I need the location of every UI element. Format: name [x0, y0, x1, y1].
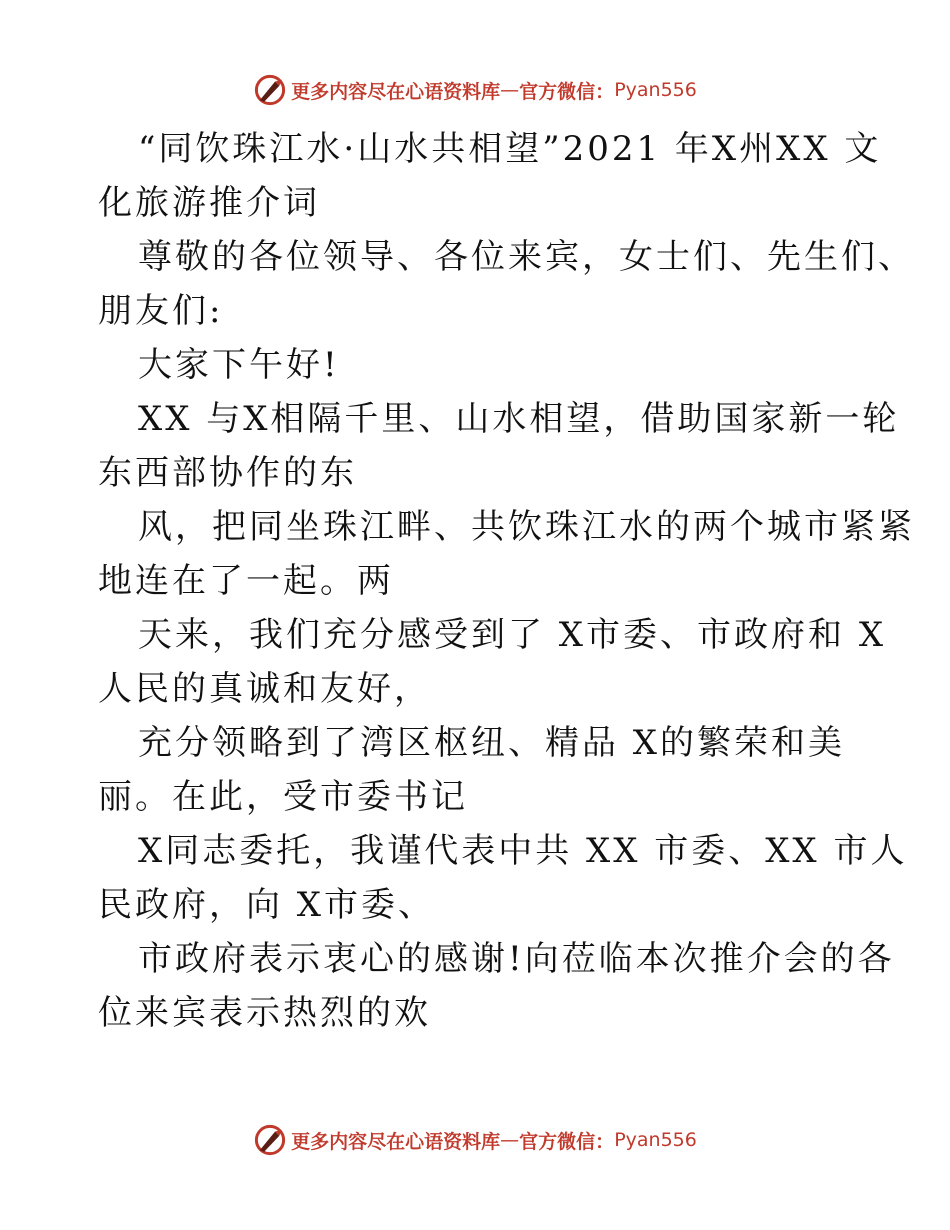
text-line: X同志委托，我谨代表中共 XX 市委、XX 市人: [138, 831, 908, 871]
text-line: 大家下午好!: [138, 345, 340, 385]
banner-label: 官方微信：: [519, 1130, 615, 1153]
text-line: 位来宾表示热烈的欢: [98, 993, 431, 1033]
text-line: 风，把同坐珠江畔、共饮珠江水的两个城市紧紧: [138, 507, 915, 547]
text-line: 市政府表示衷心的感谢!向莅临本次推介会的各: [138, 939, 895, 979]
text-line: 民政府，向 X市委、: [98, 885, 436, 925]
pen-circle-logo-icon: [253, 1123, 287, 1157]
banner-wechat-id: Pyan556: [614, 1129, 697, 1151]
footer-banner: [0, 1120, 950, 1160]
banner-separator: —: [500, 1129, 520, 1151]
banner-main-text: 更多内容尽在心语资料库: [291, 1130, 501, 1153]
banner-separator: —: [500, 79, 520, 101]
document-title-line-2: 化旅游推介词: [98, 183, 320, 223]
header-banner: [0, 70, 950, 110]
document-title-line-1: “同饮珠江水·山水共相望”2021 年X州XX 文: [138, 129, 882, 169]
text-line: 尊敬的各位领导、各位来宾，女士们、先生们、: [138, 237, 915, 277]
pen-circle-logo-icon: [253, 73, 287, 107]
text-line: 地连在了一起。两: [98, 561, 394, 601]
text-line: 充分领略到了湾区枢纽、精品 X的繁荣和美: [138, 723, 846, 763]
banner-main-text: 更多内容尽在心语资料库: [291, 80, 501, 103]
text-line: 天来，我们充分感受到了 X市委、市政府和 X: [138, 615, 887, 655]
text-line: 东西部协作的东: [98, 453, 357, 493]
banner-wechat-id: Pyan556: [614, 79, 697, 101]
text-line: 人民的真诚和友好，: [98, 669, 431, 709]
text-line: 丽。在此，受市委书记: [98, 777, 468, 817]
banner-label: 官方微信：: [519, 80, 615, 103]
document-body: [98, 122, 915, 1040]
text-line: 朋友们:: [98, 291, 224, 331]
text-line: XX 与X相隔千里、山水相望，借助国家新一轮: [138, 399, 900, 439]
